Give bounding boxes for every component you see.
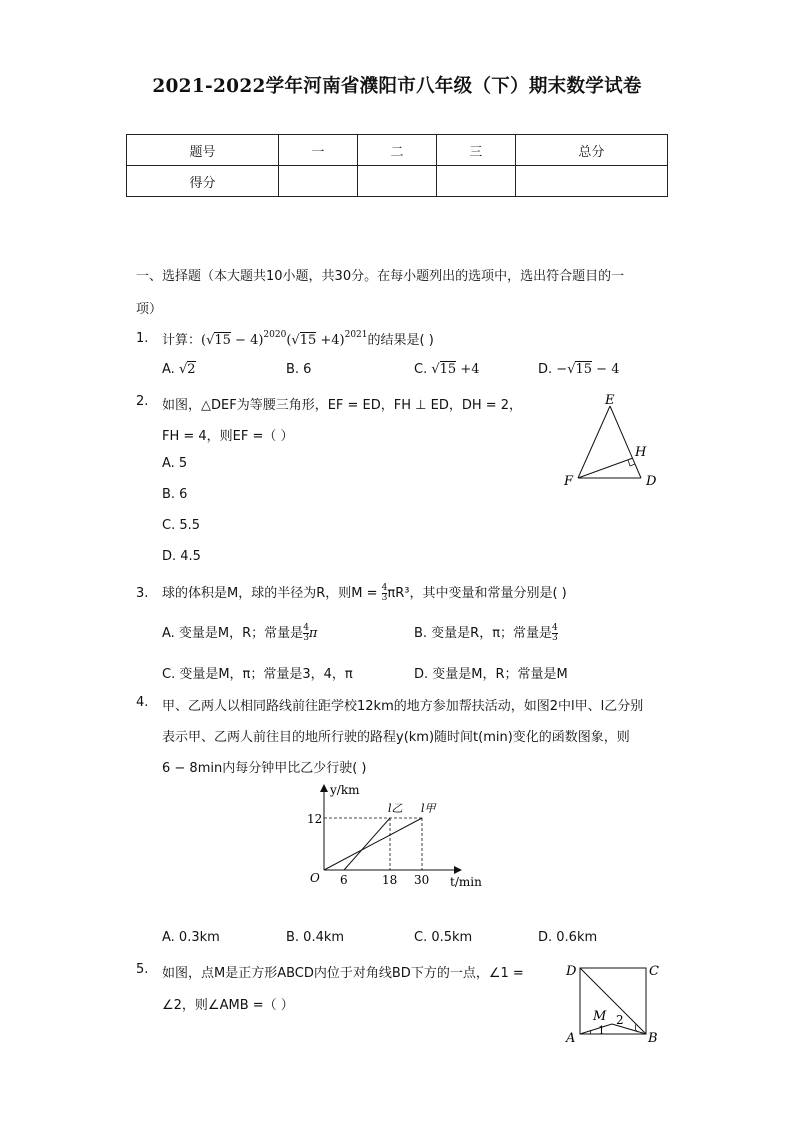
score-table-header-row: [127, 135, 668, 166]
q4-option-a[interactable]: A. 0.3km: [162, 930, 220, 945]
q4-option-c[interactable]: C. 0.5km: [414, 930, 473, 945]
q2-stem-line1: 如图，△DEF为等腰三角形，EF = ED，FH ⊥ ED，DH = 2，: [162, 398, 523, 413]
q4-line-jia: [324, 818, 422, 870]
q4-y-axis-label: y/km: [330, 783, 360, 797]
score-header-cell: 一: [279, 135, 358, 166]
q3-option-a-pi: π: [308, 626, 318, 641]
q5-label-b: B: [648, 1031, 658, 1046]
score-cell[interactable]: [436, 166, 515, 197]
q1-number: 1.: [136, 331, 149, 346]
section-heading: 一、选择题（本大题共10小题，共30分。在每小题列出的选项中，选出符合题目的一: [136, 269, 625, 284]
q2-number: 2.: [136, 394, 149, 409]
q1-prefix: 计算：: [162, 333, 202, 348]
q5-stem-line1: 如图，点M是正方形ABCD内位于对角线BD下方的一点，∠1 =: [162, 966, 524, 981]
q4-option-b[interactable]: B. 0.4km: [286, 930, 345, 945]
q4-origin-label: O: [310, 871, 320, 885]
q5-segment-am: [580, 1024, 612, 1034]
q3-option-b-fraction-den: 3: [552, 633, 558, 643]
q2-triangle-figure: [556, 392, 666, 492]
score-cell[interactable]: [515, 166, 667, 197]
q3-stem-b: πR³，其中变量和常量分别是( ): [387, 586, 567, 601]
q1-option-c-label: C.: [414, 362, 428, 377]
q4-stem-line3: 6 − 8min内每分钟甲比乙少行驶( ): [162, 761, 367, 776]
q3-option-a-fraction-den: 3: [303, 633, 309, 643]
q2-option-a[interactable]: A. 5: [162, 456, 188, 471]
score-header-cell: 二: [358, 135, 437, 166]
q2-option-c[interactable]: C. 5.5: [162, 518, 201, 533]
q1-option-b[interactable]: B. 6: [286, 362, 312, 377]
score-row-label: 得分: [127, 166, 279, 197]
q5-square-figure: [560, 958, 664, 1048]
score-header-cell: 总分: [515, 135, 667, 166]
q1-suffix: 的结果是( ): [367, 333, 434, 348]
q1-option-d[interactable]: D. −√15 − 4: [538, 362, 620, 377]
q3-option-a-fraction-num: 4: [303, 623, 309, 633]
q2-label-d: D: [646, 474, 657, 489]
q3-option-d[interactable]: D. 变量是M，R；常量是M: [414, 667, 568, 682]
q4-label-line-jia: l甲: [421, 802, 436, 815]
q2-option-b[interactable]: B. 6: [162, 487, 188, 502]
q3-option-a[interactable]: [162, 622, 317, 643]
q2-segment-fh: [578, 458, 633, 478]
q1-option-c[interactable]: C. √15 +4: [414, 362, 480, 377]
q3-option-b-fraction: [552, 624, 558, 643]
q4-stem-line1: 甲、乙两人以相同路线前往距学校12km的地方参加帮扶活动，如图2中l甲、l乙分别: [162, 699, 644, 714]
q4-label-line-yi: l乙: [388, 802, 403, 815]
score-table: [126, 134, 668, 197]
score-header-cell: 题号: [127, 135, 279, 166]
q4-x-tick-18: 18: [382, 873, 398, 887]
q2-label-f: F: [564, 474, 574, 489]
q3-fraction-den: 3: [381, 593, 388, 603]
q1-option-a-label: A.: [162, 362, 175, 377]
q2-segment-ef: [578, 406, 610, 478]
q3-option-b-text: B. 变量是R，π；常量是: [414, 626, 553, 641]
q3-stem: [162, 582, 567, 603]
q5-label-a: A: [566, 1031, 576, 1046]
q3-number: 3.: [136, 586, 149, 601]
q1-option-a[interactable]: A. √2: [162, 362, 196, 377]
score-table-score-row: [127, 166, 668, 197]
q3-option-c[interactable]: C. 变量是M，π；常量是3，4，π: [162, 667, 353, 682]
q2-label-e: E: [605, 393, 615, 408]
q1-stem: 计算：$(√15 - 4)^{2020}(√15 +4)^{2021}$的结果是( ): [162, 330, 434, 348]
q2-segment-ed: [610, 406, 641, 478]
q4-line-yi: [344, 818, 390, 870]
q5-stem-line2: ∠2，则∠AMB =（ ）: [162, 998, 294, 1013]
q4-number: 4.: [136, 695, 149, 710]
q3-fraction-num: 4: [381, 583, 388, 593]
q4-x-tick-6: 6: [340, 873, 348, 887]
q4-stem-line2: 表示甲、乙两人前往目的地所行驶的路程y(km)随时间t(min)变化的函数图象，则: [162, 730, 630, 745]
section-heading-cont: 项）: [136, 302, 163, 317]
q3-option-a-text: A. 变量是M，R；常量是: [162, 626, 304, 641]
exam-title: 2021-2022学年河南省濮阳市八年级（下）期末数学试卷: [152, 76, 642, 97]
score-header-cell: 三: [436, 135, 515, 166]
q4-x-tick-30: 30: [414, 873, 430, 887]
q2-stem-line2: FH = 4，则EF =（ ）: [162, 429, 294, 444]
q3-option-b-fraction-num: 4: [552, 623, 558, 633]
q5-label-d: D: [566, 964, 577, 979]
q5-number: 5.: [136, 962, 149, 977]
q4-distance-time-graph: [300, 780, 495, 895]
q3-stem-a: 球的体积是M，球的半径为R，则M =: [162, 586, 378, 601]
score-cell[interactable]: [279, 166, 358, 197]
q3-option-b[interactable]: [414, 622, 558, 643]
q4-x-axis-label: t/min: [450, 875, 482, 889]
q5-label-m: M: [593, 1009, 607, 1024]
q2-option-d[interactable]: D. 4.5: [162, 549, 201, 564]
score-cell[interactable]: [358, 166, 437, 197]
q2-label-h: H: [635, 445, 647, 460]
q5-label-c: C: [649, 964, 659, 979]
q5-label-angle-2: 2: [616, 1013, 624, 1027]
q4-y-tick-12: 12: [307, 812, 323, 826]
q5-label-angle-1: 1: [598, 1024, 605, 1037]
q1-option-d-label: D.: [538, 362, 553, 377]
q4-option-d[interactable]: D. 0.6km: [538, 930, 598, 945]
